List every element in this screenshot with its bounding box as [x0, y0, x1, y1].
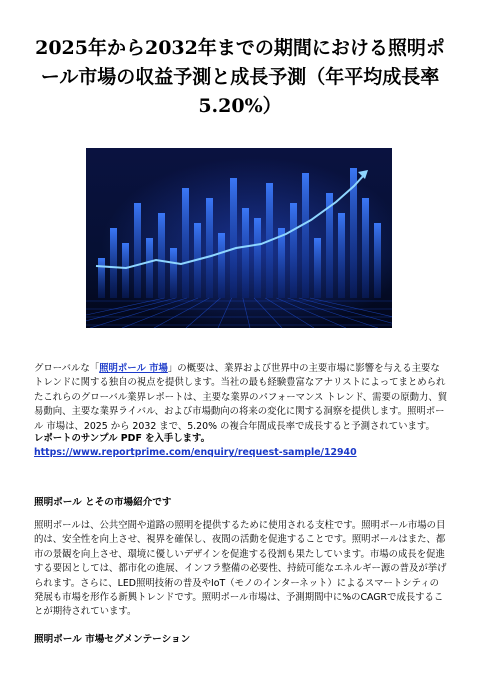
- section-heading-intro: 照明ポール とその市場紹介です: [34, 497, 172, 508]
- hero-bar: [314, 238, 321, 298]
- hero-bar: [302, 173, 309, 298]
- market-link[interactable]: 照明ポール 市場: [99, 363, 168, 374]
- hero-bar: [218, 233, 225, 298]
- hero-bar: [230, 178, 237, 298]
- hero-bar: [254, 218, 261, 298]
- section-heading-segmentation: 照明ポール 市場セグメンテーション: [34, 634, 191, 645]
- hero-bar: [362, 198, 369, 298]
- hero-bar: [158, 213, 165, 298]
- hero-bar: [134, 203, 141, 298]
- page-title: 2025年から2032年までの期間における照明ポール市場の収益予測と成長予測（年平均成長率5.20%）: [35, 37, 445, 117]
- hero-bar: [290, 203, 297, 298]
- hero-bar: [98, 258, 105, 298]
- hero-bar: [242, 208, 249, 298]
- sample-request: レポートのサンプル PDF を入手します。https://www.reportprime.com/enquiry/request-sample/12940: [34, 433, 357, 459]
- hero-bar: [206, 198, 213, 298]
- section-body-intro: 照明ポールは、公共空間や道路の照明を提供するために使用される支柱です。照明ポール市場の目的は、安全性を向上させ、視界を確保し、夜間の活動を促進することです。照明ポールはまた、都市の景観を向上させ、環境に優しいデザインを促進する役割も果たしています。市場の成長を促進する要因としては、都市化の進展、インフラ整備の必要性、持続可能なエネルギー源の普及が挙げられます。さらに、LED照明技術の普及やIoT（モノのインターネット）によるスマートシティの発展も市場を形作る新興トレンドです。照明ポール市場は、予測期間中に%のCAGRで成長することが期待されています。: [34, 520, 447, 618]
- hero-bar: [278, 228, 285, 298]
- hero-bar: [122, 243, 129, 298]
- hero-image: [86, 148, 392, 328]
- hero-bar: [374, 223, 381, 298]
- intro-paragraph: グローバルな「照明ポール 市場」の概要は、業界および世界中の主要市場に影響を与える主要なトレンドに関する独自の視点を提供します。当社の最も経験豊富なアナリストによってまとめられたこれらのグローバル業界レポートは、主要な業界のパフォーマンス トレンド、需要の原動力、貿易動向、主要な業界ライバル、および市場動向の将来の変化に関する洞察を提供します。照明ポール 市場は、2025 から 2032 まで、5.20% の複合年間成長率で成長すると予測されています。: [34, 363, 448, 432]
- sample-pdf-link[interactable]: https://www.reportprime.com/enquiry/request-sample/12940: [34, 447, 357, 459]
- hero-bar: [110, 228, 117, 298]
- hero-bar: [146, 238, 153, 298]
- hero-bar: [182, 188, 189, 298]
- hero-bar: [338, 213, 345, 298]
- hero-bar: [170, 248, 177, 298]
